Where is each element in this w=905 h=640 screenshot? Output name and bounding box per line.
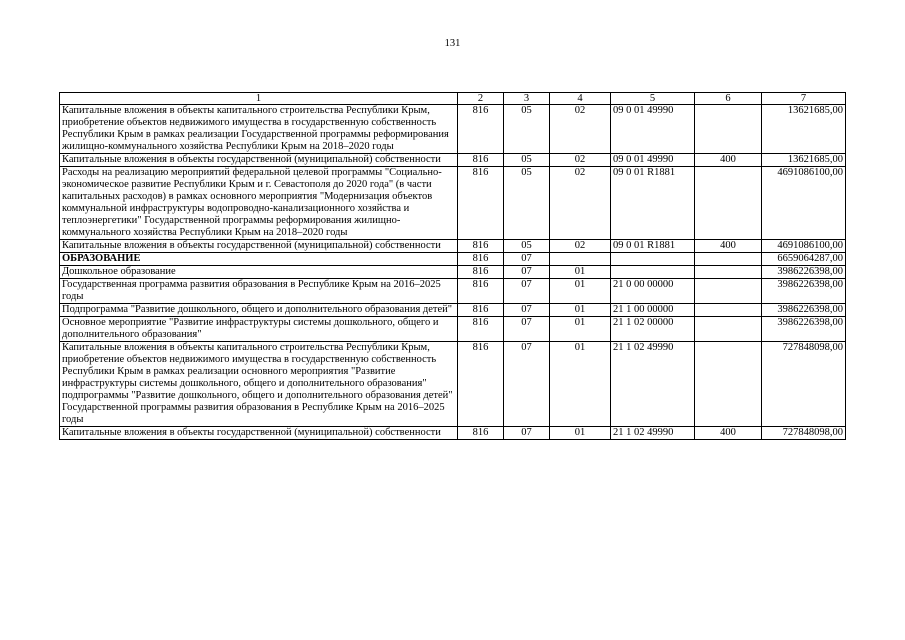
row-name: Капитальные вложения в объекты капитального строительства Республики Крым, приобретение объектов недвижимого имущества в государственную собственность Республики Крым в рамках реализации основного мероприятия "Развитие инфраструктуры системы дошкольного, общего и дополнительного образования" подпрограммы "Развитие дошкольного, общего и дополнительного образования детей" Государственной программы развития образования в Республике Крым на 2016–2025 годы <box>60 342 458 427</box>
row-code-expense-type <box>695 105 762 154</box>
row-code-section: 05 <box>504 167 550 240</box>
row-code-expense-type <box>695 342 762 427</box>
row-code-section: 07 <box>504 266 550 279</box>
row-code-subsection: 02 <box>550 154 611 167</box>
page-number: 131 <box>444 38 461 49</box>
row-code-subsection: 02 <box>550 167 611 240</box>
row-code-expense-type <box>695 266 762 279</box>
row-code-target <box>611 253 695 266</box>
row-code-admin: 816 <box>458 317 504 342</box>
row-code-target <box>611 266 695 279</box>
row-code-section: 07 <box>504 317 550 342</box>
row-name: Подпрограмма "Развитие дошкольного, общего и дополнительного образования детей" <box>60 304 458 317</box>
row-code-section: 07 <box>504 279 550 304</box>
row-amount: 4691086100,00 <box>762 240 846 253</box>
column-header: 3 <box>504 93 550 105</box>
row-name: Расходы на реализацию мероприятий федеральной целевой программы "Социально-экономическое развитие Республики Крым и г. Севастополя до 2020 года" (в части капитальных расходов) в рамках основного мероприятия "Модернизация объектов коммунальной инфраструктуры водопроводно-канализационного хозяйства и теплоэнергетики" Государственной программы реформирования жилищно-коммунального хозяйства Республики Крым на 2018–2020 годы <box>60 167 458 240</box>
row-code-subsection: 01 <box>550 266 611 279</box>
row-code-section: 05 <box>504 240 550 253</box>
column-header: 2 <box>458 93 504 105</box>
row-code-expense-type <box>695 317 762 342</box>
row-code-admin: 816 <box>458 105 504 154</box>
row-code-admin: 816 <box>458 240 504 253</box>
budget-table <box>59 92 846 440</box>
row-code-expense-type: 400 <box>695 427 762 440</box>
row-name: Основное мероприятие "Развитие инфраструктуры системы дошкольного, общего и дополнительного образования" <box>60 317 458 342</box>
row-name: Капитальные вложения в объекты государственной (муниципальной) собственности <box>60 427 458 440</box>
row-code-expense-type: 400 <box>695 154 762 167</box>
row-name: Дошкольное образование <box>60 266 458 279</box>
row-code-subsection: 02 <box>550 105 611 154</box>
row-amount: 3986226398,00 <box>762 279 846 304</box>
row-code-admin: 816 <box>458 167 504 240</box>
row-amount: 3986226398,00 <box>762 317 846 342</box>
row-code-section: 05 <box>504 154 550 167</box>
row-code-target: 21 1 02 49990 <box>611 427 695 440</box>
row-code-target: 09 0 01 49990 <box>611 105 695 154</box>
row-code-subsection: 01 <box>550 279 611 304</box>
table-row <box>60 279 846 304</box>
column-header: 1 <box>60 93 458 105</box>
row-code-expense-type: 400 <box>695 240 762 253</box>
row-code-section: 07 <box>504 427 550 440</box>
row-code-expense-type <box>695 253 762 266</box>
row-code-admin: 816 <box>458 253 504 266</box>
row-amount: 13621685,00 <box>762 154 846 167</box>
table-row <box>60 342 846 427</box>
row-code-subsection: 01 <box>550 317 611 342</box>
row-code-subsection: 01 <box>550 427 611 440</box>
row-name: Капитальные вложения в объекты капитального строительства Республики Крым, приобретение объектов недвижимого имущества в государственную собственность Республики Крым в рамках реализации Государственной программы реформирования жилищно-коммунального хозяйства Республики Крым на 2018–2020 годы <box>60 105 458 154</box>
row-name: Государственная программа развития образования в Республике Крым на 2016–2025 годы <box>60 279 458 304</box>
row-code-target: 09 0 01 R1881 <box>611 167 695 240</box>
table-row <box>60 253 846 266</box>
table-row <box>60 167 846 240</box>
row-name: Капитальные вложения в объекты государственной (муниципальной) собственности <box>60 240 458 253</box>
row-amount: 3986226398,00 <box>762 266 846 279</box>
row-code-admin: 816 <box>458 342 504 427</box>
row-code-target: 21 1 02 00000 <box>611 317 695 342</box>
column-header: 4 <box>550 93 611 105</box>
row-amount: 13621685,00 <box>762 105 846 154</box>
row-code-subsection <box>550 253 611 266</box>
row-code-section: 07 <box>504 342 550 427</box>
row-amount: 6659064287,00 <box>762 253 846 266</box>
row-amount: 727848098,00 <box>762 342 846 427</box>
table-row <box>60 317 846 342</box>
row-name: Капитальные вложения в объекты государственной (муниципальной) собственности <box>60 154 458 167</box>
row-code-subsection: 01 <box>550 342 611 427</box>
table-row <box>60 427 846 440</box>
row-code-target: 21 1 02 49990 <box>611 342 695 427</box>
row-code-admin: 816 <box>458 304 504 317</box>
row-amount: 4691086100,00 <box>762 167 846 240</box>
table-header-row <box>60 93 846 105</box>
table-row <box>60 304 846 317</box>
table-row <box>60 266 846 279</box>
column-header: 6 <box>695 93 762 105</box>
row-code-expense-type <box>695 167 762 240</box>
row-code-admin: 816 <box>458 279 504 304</box>
table-row <box>60 105 846 154</box>
column-header: 5 <box>611 93 695 105</box>
table-body <box>60 105 846 440</box>
row-code-subsection: 01 <box>550 304 611 317</box>
row-code-target: 21 1 00 00000 <box>611 304 695 317</box>
row-name: ОБРАЗОВАНИЕ <box>60 253 458 266</box>
row-code-admin: 816 <box>458 427 504 440</box>
column-header: 7 <box>762 93 846 105</box>
row-code-target: 09 0 01 R1881 <box>611 240 695 253</box>
row-code-admin: 816 <box>458 266 504 279</box>
row-code-admin: 816 <box>458 154 504 167</box>
table-row <box>60 154 846 167</box>
row-code-target: 09 0 01 49990 <box>611 154 695 167</box>
row-amount: 727848098,00 <box>762 427 846 440</box>
row-code-section: 07 <box>504 253 550 266</box>
row-code-section: 07 <box>504 304 550 317</box>
row-code-section: 05 <box>504 105 550 154</box>
row-code-subsection: 02 <box>550 240 611 253</box>
table-row <box>60 240 846 253</box>
row-code-expense-type <box>695 304 762 317</box>
row-amount: 3986226398,00 <box>762 304 846 317</box>
row-code-target: 21 0 00 00000 <box>611 279 695 304</box>
row-code-expense-type <box>695 279 762 304</box>
